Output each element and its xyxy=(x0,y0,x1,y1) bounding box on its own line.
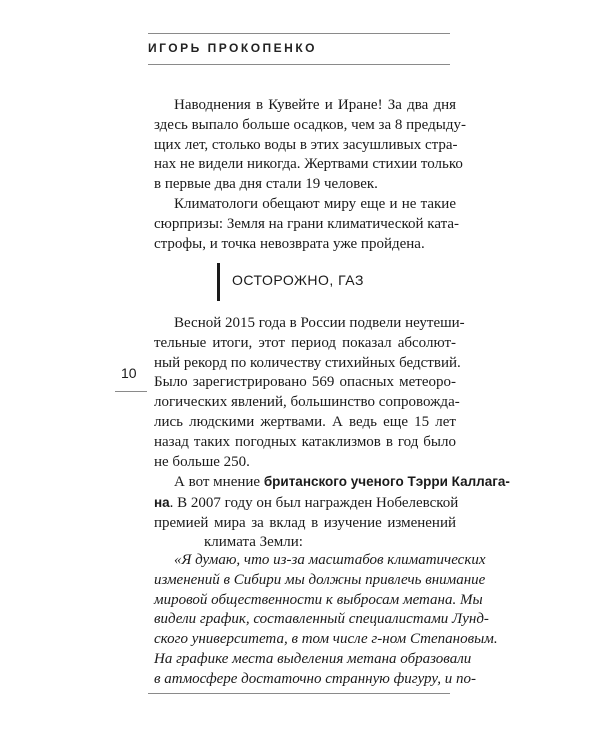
scientist-name: британского ученого Тэрри Каллага- xyxy=(263,474,510,489)
text-line: не больше 250. xyxy=(154,453,250,470)
scientist-name-end: на xyxy=(154,494,170,510)
running-header-author: ИГОРЬ ПРОКОПЕНКО xyxy=(148,41,317,55)
text-run: А вот мнение xyxy=(174,474,264,490)
text-line: здесь выпало больше осадков, чем за 8 предыду- xyxy=(154,116,466,133)
header-rule xyxy=(148,33,450,34)
page-number-rule xyxy=(115,391,147,392)
section-heading-bar xyxy=(217,263,220,301)
text-line: логических явлений, большинство сопровожда- xyxy=(154,394,460,411)
quote-line: в атмосфере достаточно странную фигуру, и по- xyxy=(154,670,476,687)
text-line: Наводнения в Кувейте и Иране! За два дня xyxy=(174,97,456,113)
text-line: строфы, и точка невозврата уже пройдена. xyxy=(154,235,425,252)
quote-line: изменений в Сибири мы должны привлечь внимание xyxy=(154,571,486,588)
quote-line: На графике места выделения метана образовали xyxy=(154,650,472,667)
paragraph-floods xyxy=(154,96,466,195)
quote-line: ского университета, в том числе г-ном Степановым. xyxy=(154,631,498,648)
text-line: ный рекорд по количеству стихийных бедствий. xyxy=(154,354,461,371)
text-line: тельные итоги, этот период показал абсолют- xyxy=(154,334,456,351)
text-line: премией мира за вклад в изучение изменений xyxy=(154,514,456,531)
text-line: нах не видели никогда. Жертвами стихии только xyxy=(154,156,463,173)
text-run: . В 2007 году он был награжден Нобелевской xyxy=(169,494,459,511)
quote-callaghan xyxy=(154,551,498,690)
quote-line: видели график, составленный специалистами Лунд- xyxy=(154,611,489,628)
footer-rule xyxy=(148,693,450,694)
paragraph-spring-2015 xyxy=(154,314,465,472)
text-line: Климатологи обещают миру еще и не такие xyxy=(174,196,456,212)
text-line: в первые два дня стали 19 человек. xyxy=(154,176,378,193)
page-number: 10 xyxy=(121,365,137,381)
text-line: Было зарегистрировано 569 опасных метеоро- xyxy=(154,374,456,391)
text-line xyxy=(154,493,459,514)
text-line: лись людскими жертвами. А ведь еще 15 лет xyxy=(154,413,456,430)
paragraph-callaghan xyxy=(154,472,510,553)
section-heading: ОСТОРОЖНО, ГАЗ xyxy=(232,272,364,288)
text-line xyxy=(154,472,510,493)
quote-line: «Я думаю, что из-за масштабов климатических xyxy=(174,552,486,568)
quote-line: мировой общественности к выбросам метана. Мы xyxy=(154,591,483,608)
text-line: климата Земли: xyxy=(204,534,303,551)
text-line: сюрпризы: Земля на грани климатической ката- xyxy=(154,215,459,232)
text-line: Весной 2015 года в России подвели неутеши- xyxy=(174,315,465,331)
header-underline xyxy=(148,64,450,65)
paragraph-climatologists xyxy=(154,195,459,254)
text-line: щих лет, столько воды в этих засушливых стра- xyxy=(154,136,458,153)
text-line: назад таких погодных катаклизмов в год было xyxy=(154,433,456,450)
